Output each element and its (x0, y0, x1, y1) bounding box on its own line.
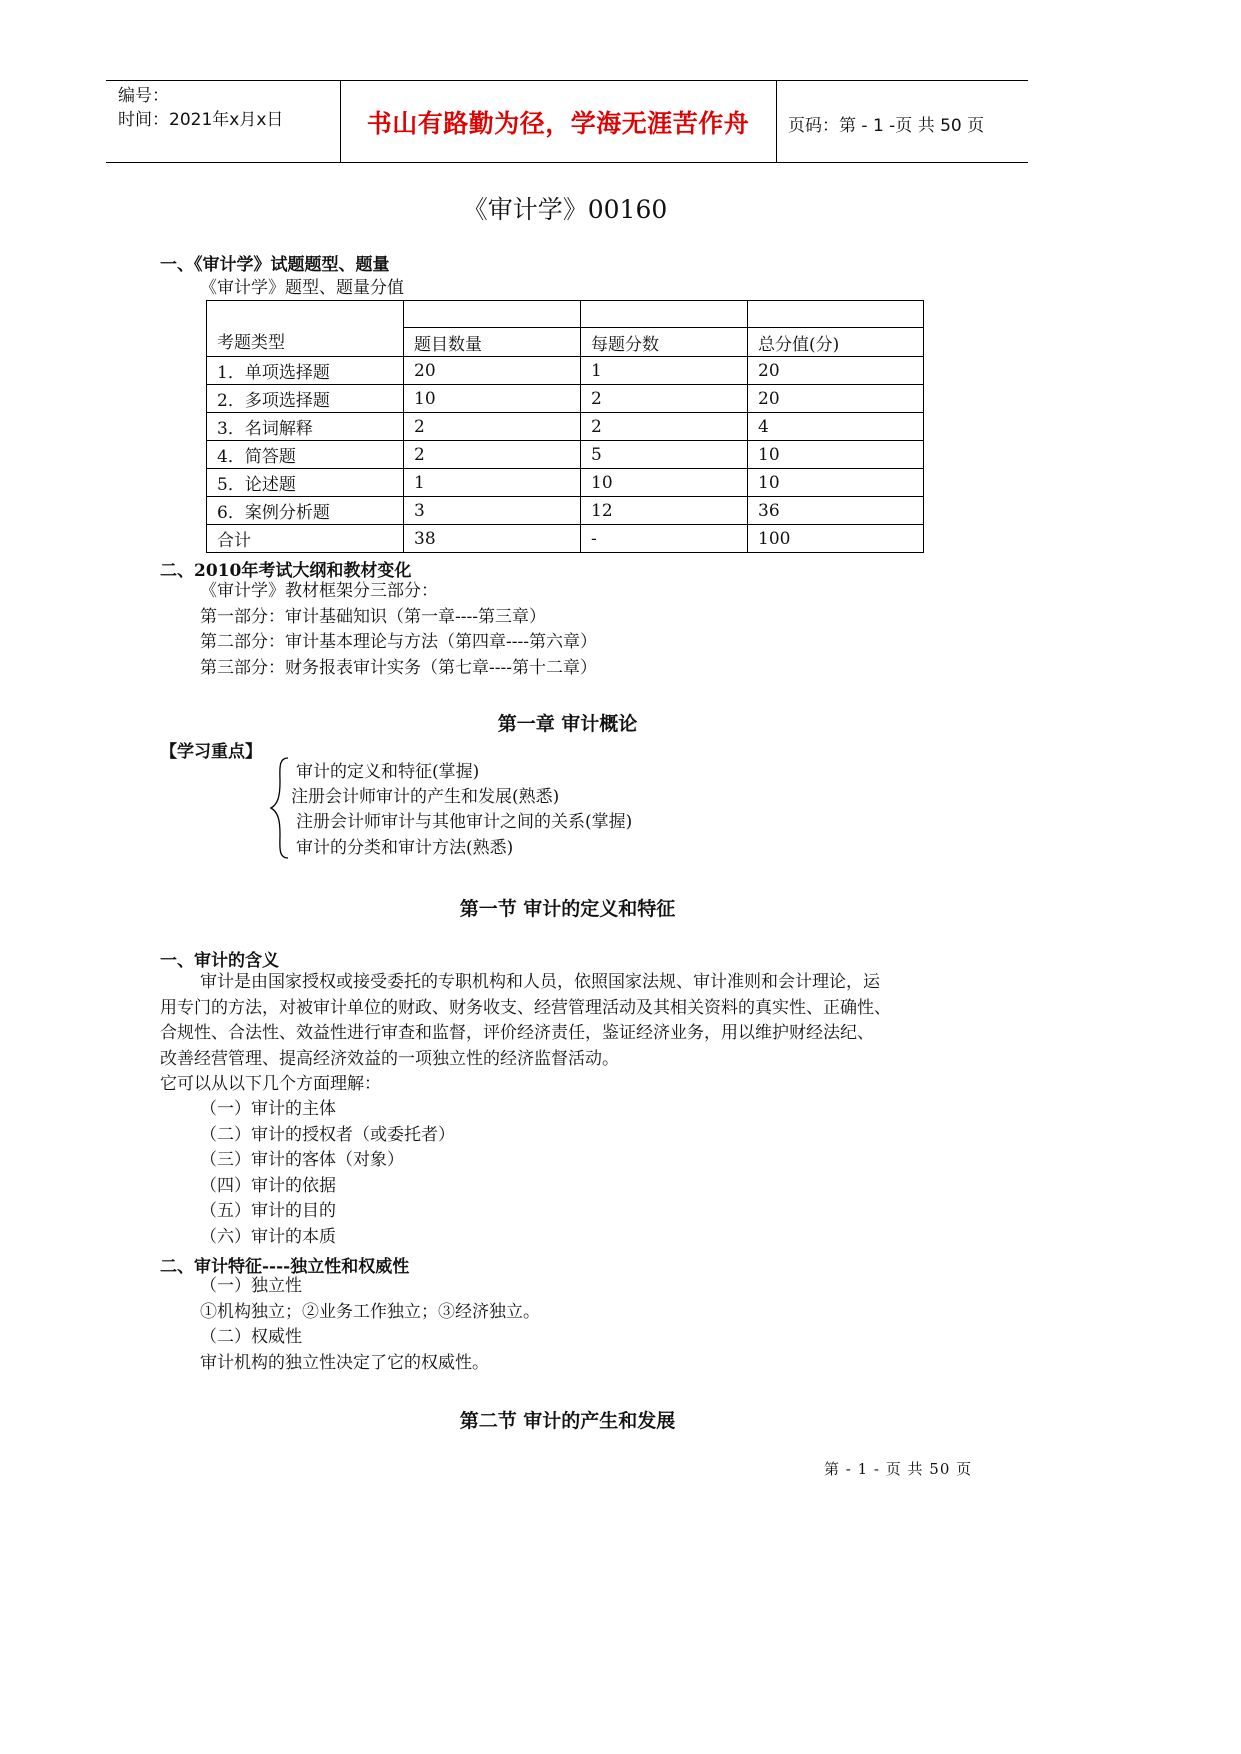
table-header-cell: 每题分数 (581, 328, 748, 357)
table-header-cell: 题目数量 (404, 328, 581, 357)
aspect-item: （二）审计的授权者（或委托者） (200, 1124, 455, 1145)
aspect-item: （三）审计的客体（对象） (200, 1150, 404, 1170)
document-title: 《审计学》00160 (462, 195, 668, 224)
meaning-heading: 一、审计的含义 (160, 951, 279, 971)
text-line: 第二部分：审计基本理论与方法（第四章----第六章） (200, 632, 597, 652)
features-lines (200, 1274, 540, 1376)
focus-item: 注册会计师审计的产生和发展(熟悉) (291, 787, 560, 807)
question-type-table (206, 300, 924, 553)
curly-brace-icon (268, 756, 292, 860)
table-row: 2．多项选择题 10 2 20 (207, 385, 924, 413)
aspect-item: （六）审计的本质 (200, 1226, 336, 1247)
study-focus-label: 【学习重点】 (160, 742, 262, 762)
focus-item: 审计的分类和审计方法(熟悉) (296, 838, 514, 858)
text-line: （二）权威性 (200, 1327, 302, 1347)
paragraph-line: 改善经营管理、提高经济效益的一项独立性的经济监督活动。 (160, 1048, 619, 1069)
table-header-cell: 考题类型 (207, 301, 404, 357)
aspect-list (200, 1097, 455, 1250)
text-line: 审计机构的独立性决定了它的权威性。 (200, 1352, 489, 1373)
understand-intro: 它可以从以下几个方面理解： (160, 1074, 381, 1094)
features-heading: 二、审计特征----独立性和权威性 (160, 1257, 410, 1277)
text-line: ①机构独立；②业务工作独立；③经济独立。 (200, 1301, 540, 1322)
table-row: 5．论述题 1 10 10 (207, 469, 924, 497)
table-row: 6．案例分析题 3 12 36 (207, 497, 924, 525)
aspect-item: （一）审计的主体 (200, 1099, 336, 1119)
header-bottom-rule (106, 162, 1028, 163)
paragraph-line: 合规性、合法性、效益性进行审查和监督，评价经济责任，鉴证经济业务，用以维护财经法纪、 (160, 1023, 874, 1043)
header-number: 编号： (118, 86, 169, 106)
aspect-item: （四）审计的依据 (200, 1175, 336, 1196)
header-divider-right (776, 80, 777, 162)
section1-heading: 一、《审计学》试题题型、题量 (160, 255, 390, 275)
table-row-spacer (207, 301, 924, 328)
header-page-number: 页码：第 - 1 -页 共 50 页 (788, 116, 985, 136)
table-row: 3．名词解释 2 2 4 (207, 413, 924, 441)
table-row-total: 合计 38 - 100 (207, 525, 924, 553)
section-title: 第二节 审计的产生和发展 (459, 1410, 676, 1432)
chapter-title: 第一章 审计概论 (497, 713, 638, 735)
header-time: 时间：2021年x月x日 (118, 110, 284, 130)
footer-page-number: 第 - 1 - 页 共 50 页 (824, 1460, 973, 1478)
focus-item: 审计的定义和特征(掌握) (296, 762, 480, 782)
table-caption: 《审计学》题型、题量分值 (200, 278, 404, 298)
text-line: （一）独立性 (200, 1276, 302, 1296)
section-title: 第一节 审计的定义和特征 (459, 898, 676, 920)
text-line: 《审计学》教材框架分三部分： (200, 581, 438, 601)
paragraph-line: 审计是由国家授权或接受委托的专职机构和人员，依照国家法规、审计准则和会计理论，运 (200, 972, 880, 992)
focus-item: 注册会计师审计与其他审计之间的关系(掌握) (296, 812, 633, 832)
text-line: 第三部分：财务报表审计实务（第七章----第十二章） (200, 657, 597, 678)
aspect-item: （五）审计的目的 (200, 1201, 336, 1221)
header-meta (118, 84, 283, 132)
table-row: 4．简答题 2 5 10 (207, 441, 924, 469)
text-line: 第一部分：审计基础知识（第一章----第三章） (200, 606, 546, 627)
paragraph-line: 用专门的方法，对被审计单位的财政、财务收支、经营管理活动及其相关资料的真实性、正确性、 (160, 997, 891, 1018)
section2-heading: 二、2010年考试大纲和教材变化 (160, 561, 412, 581)
definition-paragraph (160, 970, 1000, 1098)
table-header-cell: 总分值(分) (748, 328, 924, 357)
section2-lines (200, 579, 597, 681)
header-top-rule (106, 80, 1028, 81)
header-motto: 书山有路勤为径，学海无涯苦作舟 (366, 109, 750, 138)
table-row: 1．单项选择题 20 1 20 (207, 357, 924, 385)
